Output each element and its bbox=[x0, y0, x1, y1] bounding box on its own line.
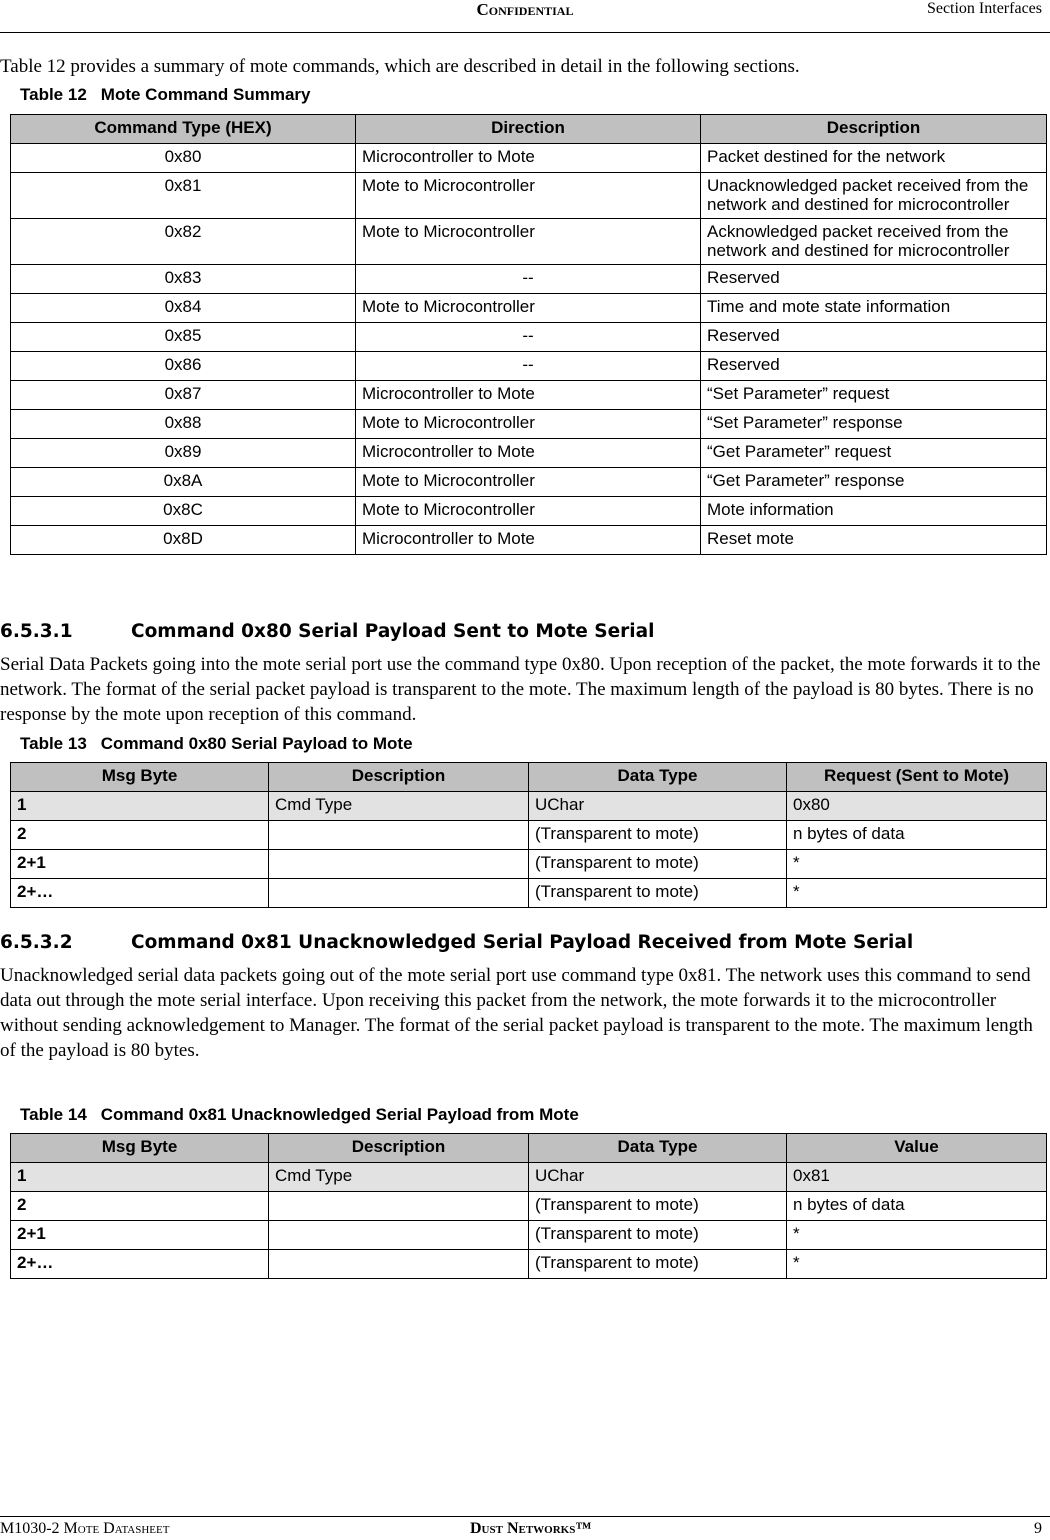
section-heading-6-5-3-2 bbox=[0, 932, 913, 953]
table-row bbox=[11, 1163, 1047, 1192]
table-cell: 1 bbox=[11, 1163, 269, 1192]
table-cell: Microcontroller to Mote bbox=[356, 144, 701, 173]
table-row bbox=[11, 323, 1047, 352]
table-cell: Microcontroller to Mote bbox=[356, 381, 701, 410]
table-cell: Mote to Microcontroller bbox=[356, 410, 701, 439]
table-cell: Acknowledged packet received from the network and destined for microcontroller bbox=[701, 219, 1047, 265]
table-row bbox=[11, 173, 1047, 219]
table-cell: -- bbox=[356, 323, 701, 352]
table-cell: (Transparent to mote) bbox=[529, 850, 787, 879]
table-cell: Reserved bbox=[701, 265, 1047, 294]
table-cell: (Transparent to mote) bbox=[529, 1192, 787, 1221]
table-header-row bbox=[11, 115, 1047, 144]
table-cell: 1 bbox=[11, 792, 269, 821]
table-cell: “Set Parameter” response bbox=[701, 410, 1047, 439]
column-header: Request (Sent to Mote) bbox=[787, 763, 1047, 792]
table14 bbox=[10, 1133, 1047, 1279]
table-row bbox=[11, 410, 1047, 439]
table-cell: “Get Parameter” response bbox=[701, 468, 1047, 497]
section1-paragraph: Serial Data Packets going into the mote serial port use the command type 0x80. Upon reception of the packet, the mote forwards it to the network. The format of the serial packet payload is transparent to the mote. The maximum length of the payload is 80 bytes. There is no response by the mote upon reception of this command. bbox=[0, 654, 1041, 725]
table-cell: 2+1 bbox=[11, 850, 269, 879]
table-cell: * bbox=[787, 850, 1047, 879]
table-cell: Packet destined for the network bbox=[701, 144, 1047, 173]
table-cell: UChar bbox=[529, 792, 787, 821]
table-row bbox=[11, 352, 1047, 381]
table-cell: (Transparent to mote) bbox=[529, 1250, 787, 1279]
table-row bbox=[11, 439, 1047, 468]
table-cell: Cmd Type bbox=[269, 792, 529, 821]
table-cell: Mote to Microcontroller bbox=[356, 219, 701, 265]
table-row bbox=[11, 497, 1047, 526]
table-cell: 0x86 bbox=[11, 352, 356, 381]
table-row bbox=[11, 381, 1047, 410]
table-cell: Microcontroller to Mote bbox=[356, 439, 701, 468]
table-cell bbox=[269, 1221, 529, 1250]
table12 bbox=[10, 114, 1047, 555]
column-header: Data Type bbox=[529, 763, 787, 792]
table-cell bbox=[269, 850, 529, 879]
table12-caption bbox=[20, 85, 310, 105]
table-cell: “Get Parameter” request bbox=[701, 439, 1047, 468]
table-cell: 0x80 bbox=[787, 792, 1047, 821]
table-cell: 2+1 bbox=[11, 1221, 269, 1250]
table-cell: * bbox=[787, 1250, 1047, 1279]
column-header: Description bbox=[269, 1134, 529, 1163]
section-title: Command 0x80 Serial Payload Sent to Mote Serial bbox=[131, 621, 655, 642]
table-row bbox=[11, 526, 1047, 555]
column-header: Value bbox=[787, 1134, 1047, 1163]
footer-rule bbox=[0, 1516, 1050, 1517]
table-cell bbox=[269, 821, 529, 850]
table14-caption bbox=[20, 1105, 579, 1125]
table-cell: 2+… bbox=[11, 1250, 269, 1279]
table13-number: Table 13 bbox=[20, 734, 87, 753]
table-row bbox=[11, 879, 1047, 908]
table-cell: 0x88 bbox=[11, 410, 356, 439]
table-cell: Microcontroller to Mote bbox=[356, 526, 701, 555]
table-cell: 0x8A bbox=[11, 468, 356, 497]
table-cell: 0x84 bbox=[11, 294, 356, 323]
table-row bbox=[11, 144, 1047, 173]
table-cell: * bbox=[787, 1221, 1047, 1250]
table-row bbox=[11, 821, 1047, 850]
footer-document: M1030-2 Mote Datasheet bbox=[0, 1520, 170, 1537]
table-cell: 0x8C bbox=[11, 497, 356, 526]
table-cell: 2 bbox=[11, 1192, 269, 1221]
table-cell: Reset mote bbox=[701, 526, 1047, 555]
table-cell: n bytes of data bbox=[787, 1192, 1047, 1221]
table-cell: Reserved bbox=[701, 352, 1047, 381]
table-cell: 0x80 bbox=[11, 144, 356, 173]
table-row bbox=[11, 1192, 1047, 1221]
table13-caption bbox=[20, 734, 413, 754]
footer-page-number: 9 bbox=[1034, 1520, 1042, 1537]
table-cell: 0x82 bbox=[11, 219, 356, 265]
table-row bbox=[11, 219, 1047, 265]
table-cell: 0x85 bbox=[11, 323, 356, 352]
table-cell: 0x89 bbox=[11, 439, 356, 468]
table-cell: Cmd Type bbox=[269, 1163, 529, 1192]
table-cell: 0x8D bbox=[11, 526, 356, 555]
table-cell: -- bbox=[356, 265, 701, 294]
column-header: Description bbox=[701, 115, 1047, 144]
section-number: 6.5.3.2 bbox=[0, 932, 73, 953]
table-cell: Mote to Microcontroller bbox=[356, 468, 701, 497]
column-header: Command Type (HEX) bbox=[11, 115, 356, 144]
column-header: Data Type bbox=[529, 1134, 787, 1163]
section-heading-6-5-3-1 bbox=[0, 621, 654, 642]
table13-title: Command 0x80 Serial Payload to Mote bbox=[100, 734, 413, 753]
table-cell: 2+… bbox=[11, 879, 269, 908]
table-cell: UChar bbox=[529, 1163, 787, 1192]
table-cell: (Transparent to mote) bbox=[529, 821, 787, 850]
table-header-row bbox=[11, 763, 1047, 792]
intro-paragraph: Table 12 provides a summary of mote commands, which are described in detail in the following sections. bbox=[0, 56, 800, 77]
table-cell: (Transparent to mote) bbox=[529, 879, 787, 908]
section-number: 6.5.3.1 bbox=[0, 621, 73, 642]
column-header: Description bbox=[269, 763, 529, 792]
table-row bbox=[11, 468, 1047, 497]
table-cell: Mote information bbox=[701, 497, 1047, 526]
table-cell: n bytes of data bbox=[787, 821, 1047, 850]
table-row bbox=[11, 1221, 1047, 1250]
table-cell: 0x87 bbox=[11, 381, 356, 410]
table14-number: Table 14 bbox=[20, 1105, 87, 1124]
header-rule bbox=[0, 32, 1050, 33]
table-row bbox=[11, 294, 1047, 323]
section-title: Command 0x81 Unacknowledged Serial Payload Received from Mote Serial bbox=[131, 932, 914, 953]
column-header: Direction bbox=[356, 115, 701, 144]
header-confidential: Confidential bbox=[476, 0, 574, 19]
table-cell: Mote to Microcontroller bbox=[356, 294, 701, 323]
footer-company: Dust Networks™ bbox=[470, 1520, 592, 1537]
table-cell: * bbox=[787, 879, 1047, 908]
table-cell: Mote to Microcontroller bbox=[356, 497, 701, 526]
table-cell: Time and mote state information bbox=[701, 294, 1047, 323]
table-row bbox=[11, 792, 1047, 821]
table-cell: 2 bbox=[11, 821, 269, 850]
table-row bbox=[11, 1250, 1047, 1279]
table-cell: (Transparent to mote) bbox=[529, 1221, 787, 1250]
table-row bbox=[11, 265, 1047, 294]
column-header: Msg Byte bbox=[11, 1134, 269, 1163]
header-section: Section Interfaces bbox=[926, 0, 1042, 17]
table-cell: Mote to Microcontroller bbox=[356, 173, 701, 219]
table-row bbox=[11, 850, 1047, 879]
table-cell: Unacknowledged packet received from the network and destined for microcontroller bbox=[701, 173, 1047, 219]
table-cell bbox=[269, 1192, 529, 1221]
table-header-row bbox=[11, 1134, 1047, 1163]
table13 bbox=[10, 762, 1047, 908]
table-cell: Reserved bbox=[701, 323, 1047, 352]
table12-number: Table 12 bbox=[20, 85, 87, 104]
table-cell: -- bbox=[356, 352, 701, 381]
column-header: Msg Byte bbox=[11, 763, 269, 792]
table12-title: Mote Command Summary bbox=[100, 85, 311, 104]
table-cell bbox=[269, 879, 529, 908]
table-cell: “Set Parameter” request bbox=[701, 381, 1047, 410]
table-cell bbox=[269, 1250, 529, 1279]
table-cell: 0x81 bbox=[787, 1163, 1047, 1192]
table-cell: 0x81 bbox=[11, 173, 356, 219]
table14-title: Command 0x81 Unacknowledged Serial Payload from Mote bbox=[100, 1105, 579, 1124]
table-cell: 0x83 bbox=[11, 265, 356, 294]
section2-paragraph: Unacknowledged serial data packets going out of the mote serial port use command type 0x81. The network uses this command to send data out through the mote serial interface. Upon receiving this packet from the network, the mote forwards it to the microcontroller without sending acknowledgement to Manager. The format of the serial packet payload is transparent to the mote. The maximum length of the payload is 80 bytes. bbox=[0, 965, 1033, 1061]
